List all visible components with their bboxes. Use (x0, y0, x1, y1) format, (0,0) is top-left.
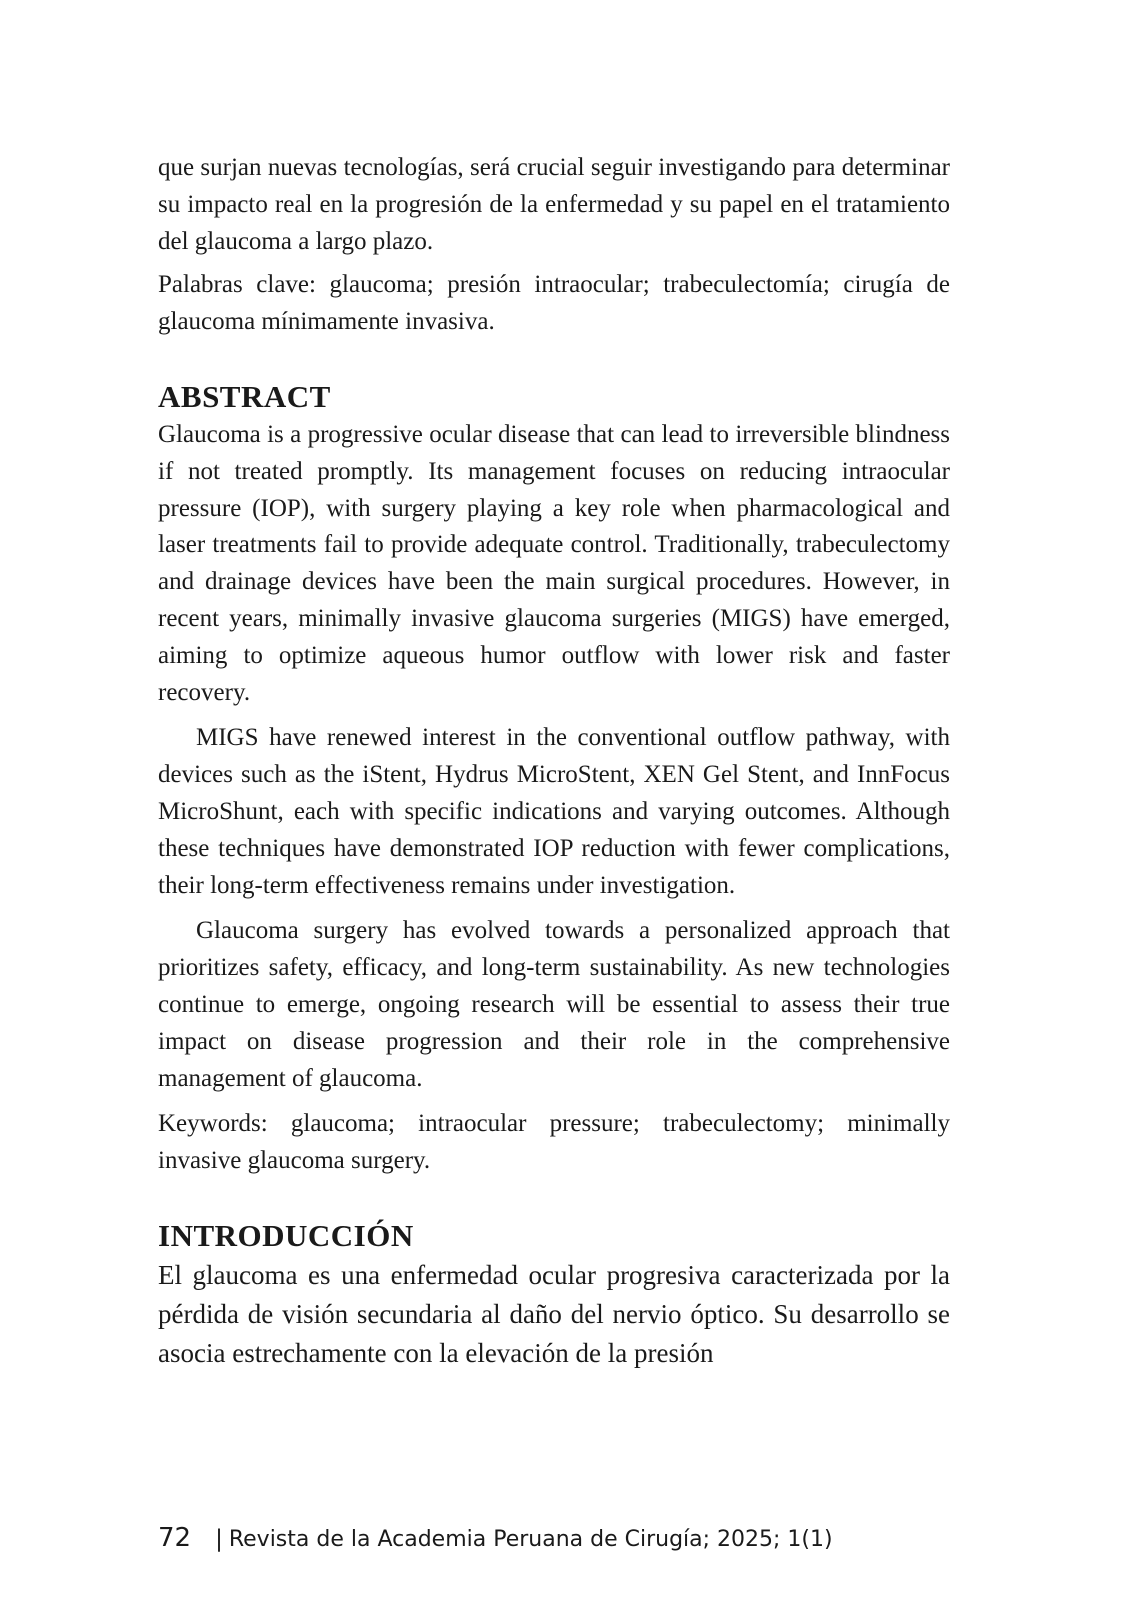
abstract-body (158, 417, 950, 1180)
introduction-heading: INTRODUCCIÓN (158, 1217, 414, 1253)
introduction-body (158, 1256, 950, 1373)
abstract-paragraph-2: MIGS have renewed interest in the conventional outflow pathway, with devices such as the iStent, Hydrus MicroStent, XEN Gel Stent, and InnFocus MicroShunt, each with specific indications and varying outcomes. Although these techniques have demonstrated IOP reduction with fewer complications, their long-term effectiveness remains under investigation. (158, 724, 950, 899)
page-body (158, 150, 950, 1373)
journal-citation: Revista de la Academia Peruana de Cirugía; 2025; 1(1) (228, 1527, 833, 1552)
page-number: 72 (158, 1523, 192, 1553)
footer-separator: | (215, 1526, 223, 1552)
resumen-closing-paragraph: que surjan nuevas tecnologías, será crucial seguir investigando para determinar su impacto real en la progresión de la enfermedad y su papel en el tratamiento del glaucoma a largo plazo. (158, 154, 950, 255)
palabras-clave: Palabras clave: glaucoma; presión intraocular; trabeculectomía; cirugía de glaucoma mínimamente invasiva. (158, 271, 950, 336)
abstract-paragraph-3: Glaucoma surgery has evolved towards a personalized approach that prioritizes safety, efficacy, and long-term sustainability. As new technologies continue to emerge, ongoing research will be essential to assess their true impact on disease progression and their role in the comprehensive management of glaucoma. (158, 917, 950, 1092)
abstract-keywords: Keywords: glaucoma; intraocular pressure; trabeculectomy; minimally invasive glaucoma surgery. (158, 1110, 950, 1175)
abstract-heading: ABSTRACT (158, 378, 331, 414)
page-footer (158, 1523, 833, 1553)
introduction-paragraph-1: El glaucoma es una enfermedad ocular progresiva caracterizada por la pérdida de visión secundaria al daño del nervio óptico. Su desarrollo se asocia estrechamente con la elevación de la presión (158, 1259, 950, 1368)
abstract-paragraph-1: Glaucoma is a progressive ocular disease that can lead to irreversible blindness if not treated promptly. Its management focuses on reducing intraocular pressure (IOP), with surgery playing a key role when pharmacological and laser treatments fail to provide adequate control. Traditionally, trabeculectomy and drainage devices have been the main surgical procedures. However, in recent years, minimally invasive glaucoma surgeries (MIGS) have emerged, aiming to optimize aqueous humor outflow with lower risk and faster recovery. (158, 420, 950, 706)
